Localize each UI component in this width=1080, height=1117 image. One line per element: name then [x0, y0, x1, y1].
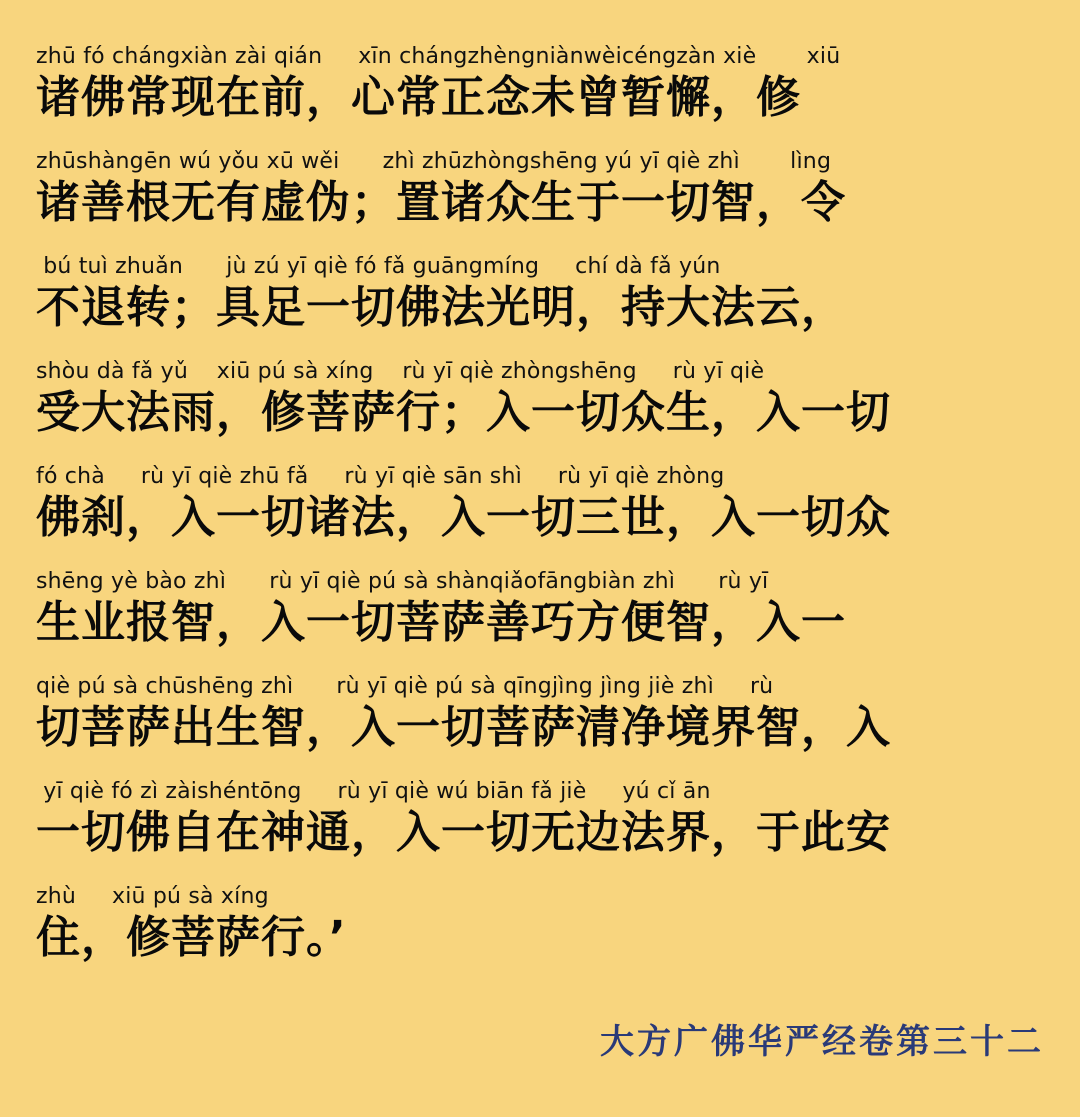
pinyin-annotation: zhù xiū pú sà xíng [36, 884, 269, 909]
scripture-source-title: 大方广佛华严经卷第三十二 [600, 1022, 1044, 1062]
chinese-verse-text: 不退转；具足一切佛法光明，持大法云， [36, 282, 846, 333]
chinese-verse-text: 佛刹，入一切诸法，入一切三世，入一切众 [36, 492, 891, 543]
pinyin-annotation: shēng yè bào zhì rù yī qiè pú sà shànqiǎofāngbiàn zhì rù yī [36, 569, 769, 594]
verse-line [36, 674, 1056, 756]
pinyin-annotation: zhūshàngēn wú yǒu xū wěi zhì zhūzhòngshēng yú yī qiè zhì lìng [36, 149, 832, 174]
chinese-verse-text: 一切佛自在神通，入一切无边法界，于此安 [36, 807, 891, 858]
chinese-verse-text: 住，修菩萨行。’ [36, 912, 347, 963]
pinyin-annotation: shòu dà fǎ yǔ xiū pú sà xíng rù yī qiè zhòngshēng rù yī qiè [36, 359, 765, 384]
verse-line [36, 779, 1056, 861]
verse-line [36, 569, 1056, 651]
pinyin-annotation: bú tuì zhuǎn jù zú yī qiè fó fǎ guāngmíng chí dà fǎ yún [36, 254, 721, 279]
verse-line [36, 359, 1056, 441]
verse-line [36, 149, 1056, 231]
pinyin-annotation: zhū fó chángxiàn zài qián xīn chángzhèngniànwèicéngzàn xiè xiū [36, 44, 841, 69]
verse-line [36, 44, 1056, 126]
chinese-verse-text: 受大法雨，修菩萨行；入一切众生，入一切 [36, 387, 891, 438]
pinyin-annotation: yī qiè fó zì zàishéntōng rù yī qiè wú biān fǎ jiè yú cǐ ān [36, 779, 711, 804]
verse-line [36, 254, 1056, 336]
chinese-verse-text: 切菩萨出生智，入一切菩萨清净境界智，入 [36, 702, 891, 753]
pinyin-annotation: fó chà rù yī qiè zhū fǎ rù yī qiè sān shì rù yī qiè zhòng [36, 464, 725, 489]
pinyin-annotation: qiè pú sà chūshēng zhì rù yī qiè pú sà qīngjìng jìng jiè zhì rù [36, 674, 774, 699]
chinese-verse-text: 生业报智，入一切菩萨善巧方便智，入一 [36, 597, 846, 648]
verse-line [36, 884, 1056, 966]
chinese-verse-text: 诸佛常现在前，心常正念未曾暂懈，修 [36, 72, 801, 123]
chinese-verse-text: 诸善根无有虚伪；置诸众生于一切智，令 [36, 177, 846, 228]
verse-line [36, 464, 1056, 546]
